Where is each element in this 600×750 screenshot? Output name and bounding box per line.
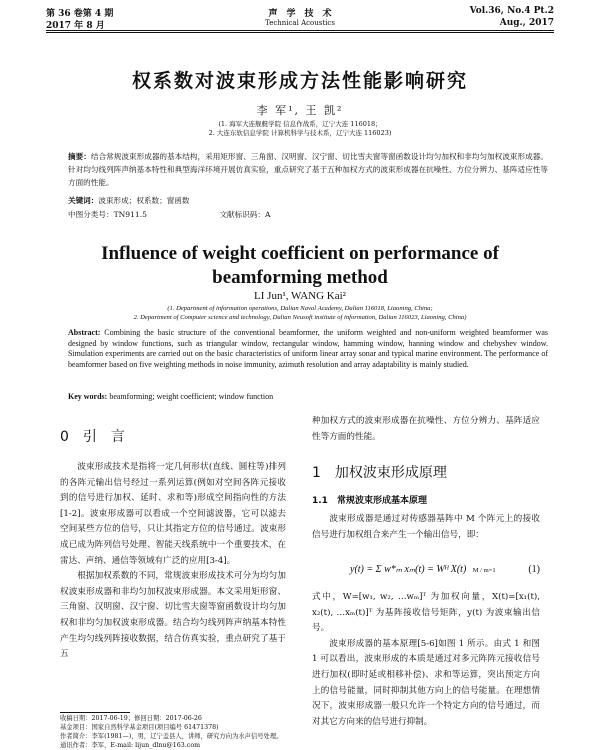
right-paragraph-1-block xyxy=(312,512,540,543)
keywords-en-text: beamforming; weight coefficient; window function xyxy=(109,392,274,401)
equation-1-number: (1) xyxy=(528,564,540,575)
right-paragraph-3: 波束形成器的基本原理[5-6]如图 1 所示。由式 1 和图 1 可以看出，波束形成的本质是通过对多元阵阵元接收信号进行加权(即时延或相移补偿)、求和等运算，突出预定方向上的信号能量，同时抑制其他方向上的信号能量。在理想情况下，波束形成器一般只允许一个特定方向的信号通过，而对其它方向来的信号进行抑制。 xyxy=(312,638,540,727)
header-rule xyxy=(46,30,554,31)
authors-cn: 李 军¹, 王 凯² xyxy=(256,104,344,117)
right-paragraph-2: 式中，W=[w₁, w₂, …wₘ]ᵀ 为加权向量，X(t)=[x₁(t), x₂(t), …xₘ(t)]ᵀ 为基阵接收信号矩阵，y(t) 为波束输出信号。 xyxy=(312,592,540,634)
header-journal-en: Technical Acoustics xyxy=(265,19,335,27)
classification-line xyxy=(68,208,548,221)
right-column-body xyxy=(312,590,540,730)
header-issue: 第 36 卷第 4 期 xyxy=(46,9,114,19)
clc-label: 中图分类号： xyxy=(68,210,114,219)
header-month: Aug., 2017 xyxy=(499,18,554,28)
keywords-en-label: Key words: xyxy=(68,392,108,401)
intro-paragraph-1: 波束形成技术是指将一定几何形状(直线、圆柱等)排列的各阵元输出信号经过一系列运算(例如对空间各阵元接收到的信号进行加权、延时、求和等)形成空间指向性的方法[1-2]。波束形成器可以看成一个空间滤波器，它可以滤去空间某些方位的信号，只让其指定方位的信号通过。波束形成已成为阵列信号处理、智能天线系统中一个重要技术，在雷达、声纳、通信等领域有广泛的应用[3-4]。 xyxy=(60,462,286,566)
equation-1-body: y(t) = Σ w*ₘ xₘ(t) = Wᴴ X(t) xyxy=(350,564,467,575)
title-en-line-1: Influence of weight coefficient on performance of xyxy=(101,243,499,264)
footnote-author: 作者简介：李军(1981—)，男，辽宁盖县人，讲师，研究方向为水声信号处理。 xyxy=(60,733,283,740)
left-column-body xyxy=(60,460,286,663)
affiliation-en-2: 2. Department of Computer science and technology, Dalian Neusoft institute of information, Dalian 116023, Liaoning, China) xyxy=(133,314,467,321)
keywords-en xyxy=(68,392,548,403)
section-0-heading: 0 引 言 xyxy=(60,429,125,445)
keywords-cn-text: 波束形成；权系数；窗函数 xyxy=(98,196,190,205)
affiliation-cn-2: 2. 大连东软信息学院 计算机科学与技术系，辽宁大连 116023) xyxy=(208,129,392,137)
header-volume: Vol.36, No.4 Pt.2 xyxy=(469,6,554,16)
abstract-cn-text: 结合常规波束形成器的基本结构，采用矩形窗、三角窗、汉明窗、汉宁窗、切比雪夫窗等窗函数设计均匀加权和非均匀加权波束形成器。针对均匀线列阵声纳基本特性和典型海洋环境开展仿真实验，重点研究了基于五种加权方式的波束形成器在抗噪性、方位分辨力、基阵适应性等方面的性能。 xyxy=(68,152,548,187)
right-paragraph-1: 波束形成器是通过对传感器基阵中 M 个阵元上的接收信号进行加权组合来产生一个输出信号，即： xyxy=(312,514,540,540)
title-en xyxy=(0,242,600,290)
abstract-en-text: Combining the basic structure of the conventional beamformer, the uniform weighted and non-uniform weighted beamformer was designed by window functions, such as triangular window, rectangular window, hamming window, hanning window and chebyshev window. Simulation experiments are carried out on the basic characteristics of uniform linear array sonar and typical marine environment. The performance of beamformer based on five weighting methods in noise immunity, azimuth resolution and array adaptability is mainly studied. xyxy=(68,328,549,369)
abstract-cn xyxy=(68,150,548,189)
affiliation-cn-1: (1. 海军大连舰艇学院 信息作战系，辽宁大连 116018； xyxy=(218,120,382,128)
equation-1-sum-range: M / m=1 xyxy=(472,567,496,574)
footnote-rule xyxy=(60,712,130,713)
header-rule-2 xyxy=(46,32,554,33)
abstract-en xyxy=(68,328,548,370)
clc-value: TN911.5 xyxy=(113,210,148,219)
doc-value: A xyxy=(265,210,271,219)
intro-paragraph-2: 根据加权系数的不同，常规波束形成技术可分为均匀加权波束形成器和非均匀加权波束形成器。本文采用矩形窗、三角窗、汉明窗、汉宁窗、切比雪夫窗等窗函数设计均匀加权和非均匀加权波束形成器。结合均匀线列阵声纳基本特性产生均匀线列阵接收数据，结合仿真实验，重点研究了基于五 xyxy=(60,571,286,660)
doc-label: 文献标识码： xyxy=(219,210,265,219)
right-column-top xyxy=(312,414,540,445)
header-journal-cn: 声 学 技 术 xyxy=(268,9,332,19)
footnote-correspondence: 通讯作者：李军，E-mail: lijun_dlnu@163.com xyxy=(60,742,201,749)
abstract-en-label: Abstract: xyxy=(68,328,101,337)
footnote-received: 收稿日期：2017-06-19；修回日期：2017-06-26 xyxy=(60,715,202,722)
footnotes xyxy=(60,714,290,750)
footnote-fund: 基金项目：国家自然科学基金项目(项目编号 61471378) xyxy=(60,724,219,731)
abstract-cn-label: 摘要： xyxy=(68,152,91,161)
right-paragraph-0: 种加权方式的波束形成器在抗噪性、方位分辨力、基阵适应性等方面的性能。 xyxy=(312,416,540,442)
section-1-1-heading: 1.1 常规波束形成基本原理 xyxy=(312,496,427,506)
authors-en: LI Jun¹, WANG Kai² xyxy=(254,290,346,302)
header-date: 2017 年 8 月 xyxy=(46,21,105,31)
title-cn: 权系数对波束形成方法性能影响研究 xyxy=(131,70,468,92)
keywords-cn xyxy=(68,194,548,207)
affiliation-en-1: (1. Department of information operations, Dalian Naval Academy, Dalian 116018, Liaoning, China; xyxy=(167,305,433,312)
title-en-line-2: beamforming method xyxy=(212,267,388,288)
keywords-cn-label: 关键词： xyxy=(68,196,99,205)
section-1-heading: 1 加权波束形成原理 xyxy=(312,465,447,481)
equation-1 xyxy=(350,564,540,575)
